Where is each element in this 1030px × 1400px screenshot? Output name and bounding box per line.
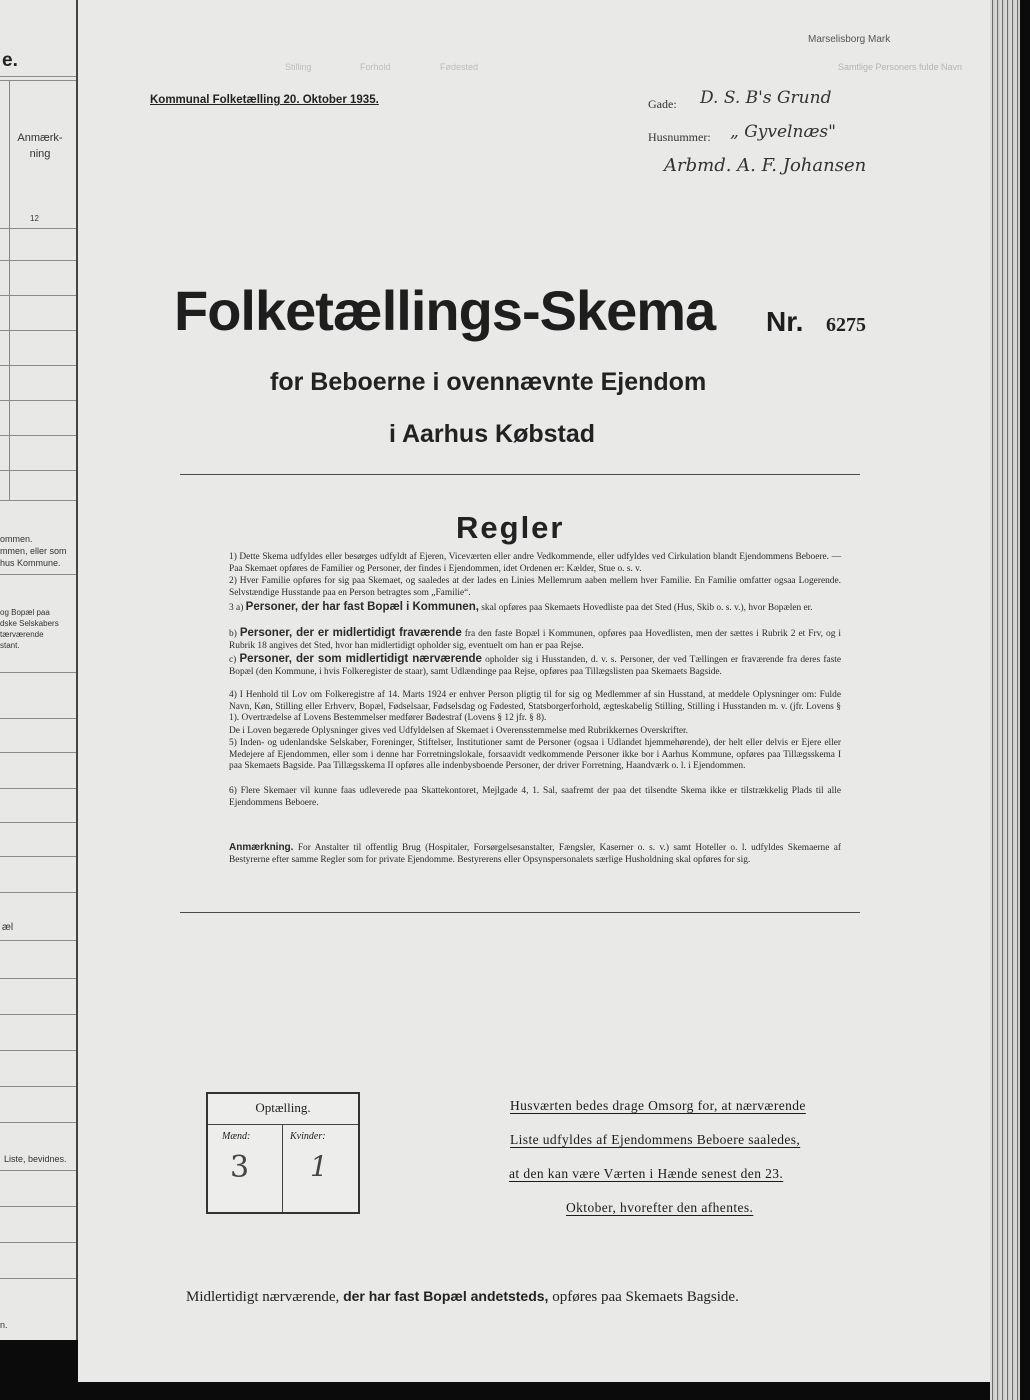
left-page-note: mmen, eller som (0, 546, 67, 556)
occupant-name: Arbmd. A. F. Johansen (664, 155, 867, 176)
rule-2: 2) Hver Familie opføres for sig paa Skemaet, og saaledes at der lades en Linies Mellemrum aaben mellem hver Familie. En Familie omfatter ogsaa Logerende. Selvstændige Husstande paa en Person betragtes som „Familie“. (229, 576, 841, 598)
rules-note (229, 842, 841, 866)
form-title: Folketællings-Skema (174, 279, 716, 342)
men-count: 3 (230, 1150, 250, 1185)
landlord-notice-line: Liste udfyldes af Ejendommens Beboere saaledes, (510, 1132, 801, 1147)
book-page-edges (990, 0, 1020, 1400)
left-page-note: tærværende (0, 630, 44, 639)
rule-6: 6) Flere Skemaer vil kunne faas udleverede paa Skattekontoret, Mejlgade 4, 1. Sal, saafremt der paa det tilsendte Skema ikke er tilstrækkelig Plads til alle Ejendommens Beboere. (229, 786, 841, 808)
left-page-note: dske Selskabers (0, 619, 59, 628)
left-page-note: n. (0, 1320, 8, 1330)
faded-header: Fødested (440, 62, 479, 72)
left-page-note: ommen. (0, 534, 33, 544)
left-page-column-header: Anmærk- ning (17, 132, 63, 160)
form-number-value: 6275 (826, 314, 866, 336)
house-number-label: Husnummer: (648, 130, 711, 144)
census-title: Kommunal Folketælling 20. Oktober 1935. (150, 94, 379, 106)
landlord-notice-line: at den kan være Værten i Hænde senest den 23. (509, 1166, 784, 1181)
left-page-note: stant. (0, 641, 20, 650)
count-box-title: Optælling. (255, 1100, 311, 1115)
women-count: 1 (310, 1150, 328, 1183)
landlord-notice-line: Husværten bedes drage Omsorg for, at nærværende (510, 1098, 806, 1113)
form-subtitle-2: i Aarhus Købstad (389, 420, 596, 448)
left-page-header: e. (2, 50, 18, 71)
house-number-value: „ Gyvelnæs" (730, 122, 836, 142)
rules-heading: Regler (456, 510, 565, 545)
men-label: Mænd: (222, 1131, 251, 1142)
faded-header: Samtlige Personers fulde Navn (838, 62, 963, 72)
landlord-notice-line: Oktober, hvorefter den afhentes. (566, 1200, 754, 1215)
faded-header: Forhold (360, 62, 391, 72)
rules-note-text: For Anstalter til offentlig Brug (Hospitaler, Forsørgelsesanstalter, Fængsler, Kaserner o. s. v.) samt Hoteller o. l. udfyldes Skemaerne af Bestyrerne efter samme Regler som for private Ejendomme. Bestyrerens eller Opsynspersonalets særlige Husholdning skal opføres for sig. (229, 843, 842, 865)
rule-4b: De i Loven begærede Oplysninger gives ved Udfyldelsen af Skemaet i Overensstemmelse med Rubrikkernes Overskrifter. (229, 726, 688, 736)
divider (180, 912, 860, 913)
rules-note-label: Anmærkning. (229, 842, 294, 853)
rule-1: 1) Dette Skema udfyldes eller besørges udfyldt af Ejeren, Viceværten eller andre Vedkommende, eller udfyldes ved Cirkulation blandt Ejendommens Beboere. — Paa Skemaet opføres de Familier og Personer, der findes i Ejendommen, idet Ordenen er: Kælder, Stue o. s. v. (229, 552, 841, 574)
faded-header: Stilling (285, 62, 312, 72)
footer-note: Midlertidigt nærværende, der har fast Bopæl andetsteds, opføres paa Skemaets Bagside. (186, 1288, 739, 1305)
street-label: Gade: (648, 97, 677, 111)
left-page-note: og Bopæl paa (0, 608, 50, 617)
form-number-label: Nr. (766, 306, 804, 337)
count-box (206, 1092, 360, 1214)
divider (180, 474, 860, 475)
rule-5: 5) Inden- og udenlandske Selskaber, Foreninger, Stiftelser, Institutioner samt de Personer (ogsaa i Udlandet hjemmehørende), der helt eller delvis er Ejere eller Medejere af Ejendommen, eller som i denne har Forretningslokale, forsaavidt vedkommende Personer ikke bor i Aarhus Kommune, opføres paa Tillægsskema I paa Skemaets Bagside. Paa Tillægsskema II opføres alle indenbysboende Personer, der driver Forretning, Haandværk o. l. i Ejendommen. (229, 738, 841, 772)
location-stamp: Marselisborg Mark (808, 34, 891, 45)
form-subtitle-1: for Beboerne i ovennævnte Ejendom (270, 368, 707, 396)
adjacent-left-page (0, 0, 78, 1340)
rule-3a: 3 a) Personer, der har fast Bopæl i Kommunen, skal opføres paa Skemaets Hovedliste paa det Sted (Hus, Skib o. s. v.), hvor Bopælen er. (229, 601, 813, 613)
street-value: D. S. B's Grund (700, 88, 832, 108)
left-page-column-number: 12 (30, 214, 39, 223)
women-label: Kvinder: (290, 1131, 326, 1142)
left-page-note: Liste, bevidnes. (4, 1154, 67, 1164)
left-page-note: hus Kommune. (0, 558, 61, 568)
rule-4: 4) I Henhold til Lov om Folkeregistre af 14. Marts 1924 er enhver Person pligtig til for sig og Medlemmer af sin Husstand, at meddele Oplysninger om: Fulde Navn, Køn, Stilling eller Erhverv, Bopæl, Fødselsaar, Fødselsdag og Fødested, Statsborgerforhold, ægteskabelig Stilling, Stilling i Husstanden m. v. (jfr. Lovens § 1). Overtrædelse af Lovens Bestemmelser medfører Bødestraf (Lovens § 12 jfr. § 8). (229, 690, 841, 724)
rule-3b: b) Personer, der er midlertidigt fraværende fra den faste Bopæl i Kommunen, opføres paa Hovedlisten, men der sættes i Rubrik 2 et Frv, og i Rubrik 18 angives det Sted, hvor han midlertidigt opholder sig, eventuelt om han er paa Rejse. (229, 627, 842, 651)
left-page-note: æl (2, 922, 14, 933)
rule-3c: c) Personer, der som midlertidigt nærværende opholder sig i Husstanden, d. v. s. Personer, der ved Tællingen er fraværende fra deres faste Bopæl (den Kommune, i hvis Folkeregister de staar), samt Udlændinge paa Rejse, opføres paa Tillægslisten paa Skemaets Bagside. (229, 653, 842, 677)
